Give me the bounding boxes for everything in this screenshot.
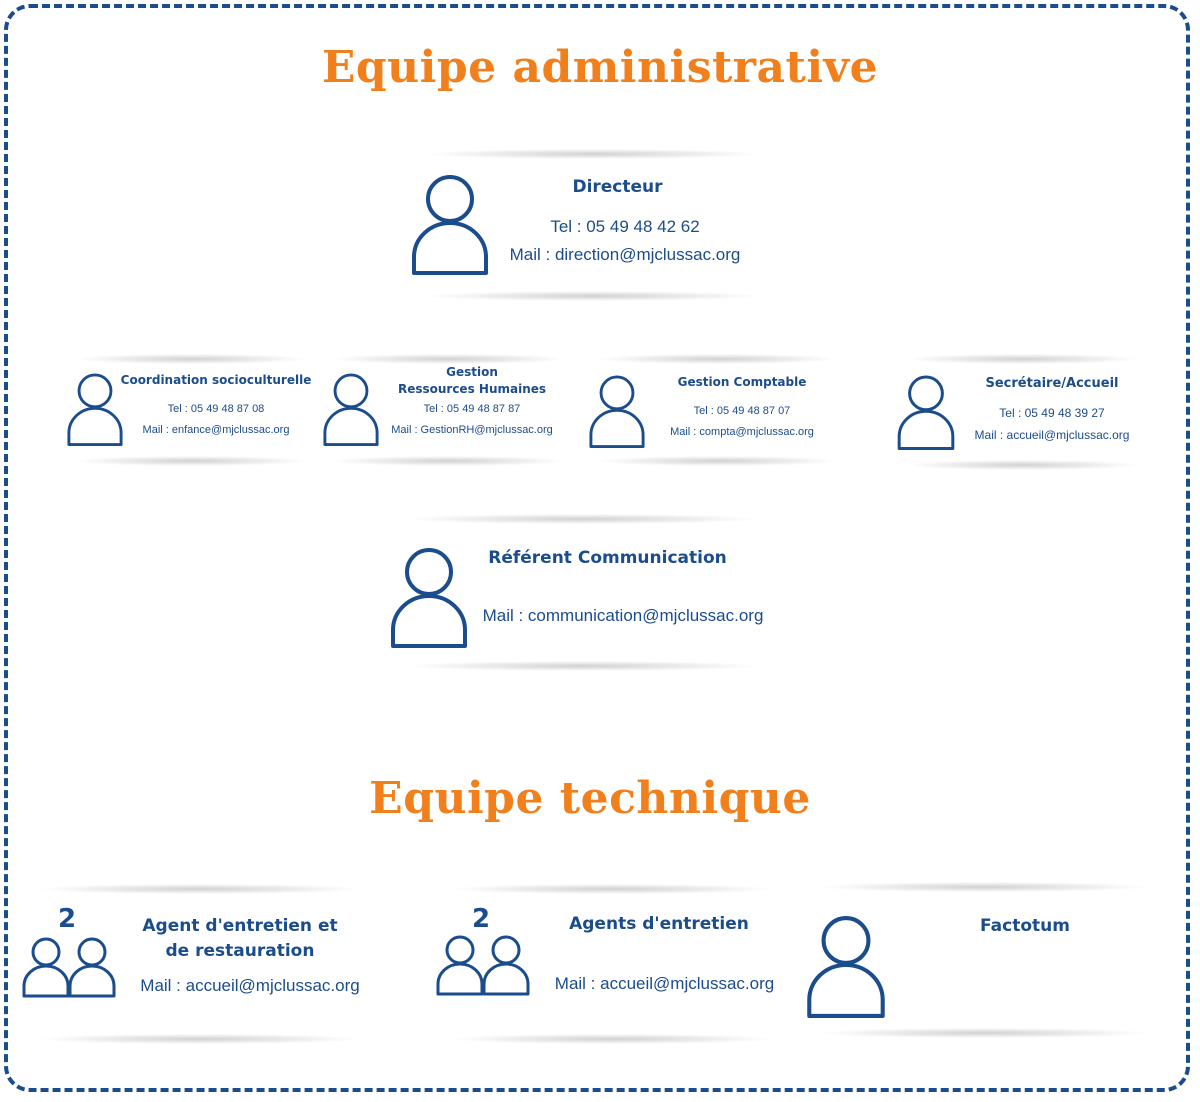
- staff-count: 2: [58, 904, 77, 934]
- email-text: Mail : compta@mjclussac.org: [670, 426, 814, 438]
- person-icon: [322, 372, 380, 446]
- role-title-line2: de restauration: [165, 941, 315, 961]
- phone-text: Tel : 05 49 48 39 27: [999, 406, 1105, 420]
- person-icon: [896, 374, 956, 450]
- staff-count: 2: [472, 904, 491, 934]
- phone-text: Tel : 05 49 48 87 07: [693, 405, 791, 417]
- two-persons-icon: [436, 934, 530, 996]
- tech-section-title: Equipe technique: [369, 773, 811, 824]
- email-text: Mail : accueil@mjclussac.org: [974, 428, 1130, 442]
- person-icon: [389, 546, 469, 648]
- card-directeur: [405, 155, 780, 295]
- email-text: Mail : direction@mjclussac.org: [509, 245, 741, 264]
- email-text: Mail : accueil@mjclussac.org: [140, 976, 360, 995]
- role-title-line1: Agent d'entretien et: [142, 916, 338, 936]
- email-text: Mail : GestionRH@mjclussac.org: [391, 424, 553, 436]
- role-title: Référent Communication: [488, 548, 727, 568]
- person-icon: [588, 374, 646, 448]
- role-title: Directeur: [572, 177, 663, 197]
- card-secretaire: [892, 360, 1152, 464]
- person-icon: [410, 173, 490, 275]
- role-title-line1: Gestion: [446, 365, 498, 379]
- role-title: Secrétaire/Accueil: [985, 376, 1119, 391]
- role-title: Gestion Comptable: [677, 375, 807, 389]
- admin-section-title: Equipe administrative: [321, 42, 879, 93]
- role-title-line2: Ressources Humaines: [397, 382, 547, 396]
- person-icon: [804, 914, 888, 1018]
- phone-text: Tel : 05 49 48 42 62: [550, 217, 700, 236]
- card-agent-restauration: [18, 890, 380, 1038]
- email-text: Mail : accueil@mjclussac.org: [554, 974, 775, 993]
- role-title: Factotum: [980, 916, 1070, 936]
- card-agents-entretien: [432, 890, 792, 1038]
- two-persons-icon: [22, 936, 116, 998]
- person-icon: [66, 372, 124, 446]
- card-communication: [385, 520, 780, 665]
- email-text: Mail : enfance@mjclussac.org: [142, 424, 290, 436]
- card-coordination: [62, 360, 320, 460]
- phone-text: Tel : 05 49 48 87 87: [423, 403, 521, 415]
- role-title: Agents d'entretien: [569, 914, 749, 934]
- email-text: Mail : communication@mjclussac.org: [482, 606, 764, 625]
- card-factotum: [800, 888, 1168, 1032]
- phone-text: Tel : 05 49 48 87 08: [167, 403, 265, 415]
- role-title: Coordination socioculturelle: [120, 373, 312, 387]
- card-rh: [318, 360, 580, 460]
- card-comptable: [584, 360, 852, 460]
